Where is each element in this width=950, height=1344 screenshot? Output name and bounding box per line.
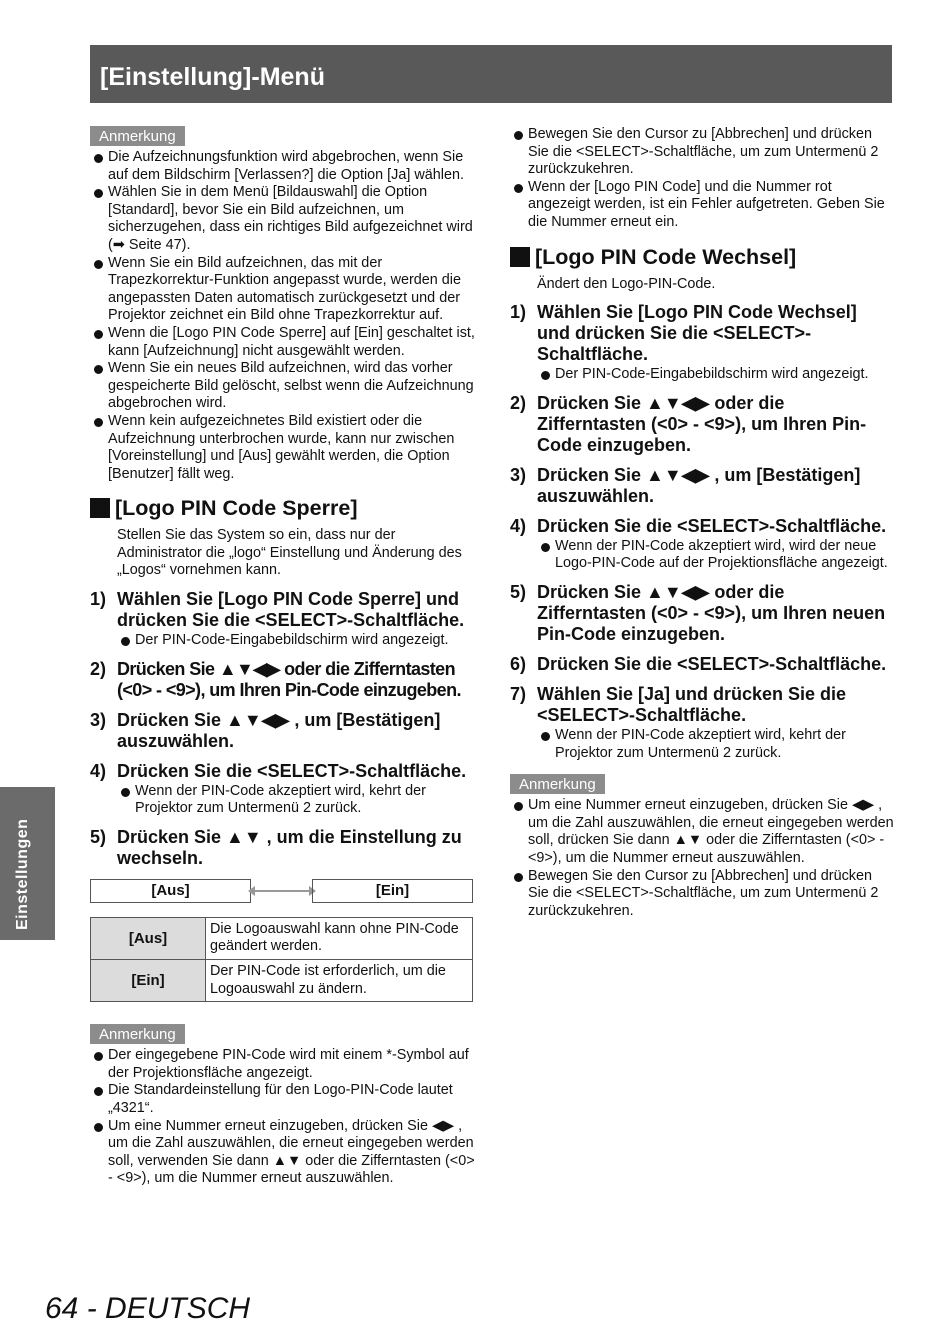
step-number: 2) (510, 392, 527, 413)
note-item: Wenn Sie ein neues Bild aufzeichnen, wird das vorher gespeicherte Bild gelöscht, selbst wenn die Aufzeichnung abgebrochen wird. (90, 360, 478, 413)
table-key: [Aus] (91, 917, 206, 959)
page-header (90, 45, 892, 103)
section-intro: Ändert den Logo-PIN-Code. (537, 275, 716, 292)
double-arrow-icon (254, 890, 310, 892)
note-block-3 (510, 774, 894, 920)
step (90, 589, 478, 650)
step-text: Drücken Sie ▲▼◀▶ oder die Zifferntasten (<0> - <9>), um Ihren Pin-Code einzugeben. (537, 392, 867, 455)
note-item: Bewegen Sie den Cursor zu [Abbrechen] und drücken Sie die <SELECT>-Schaltfläche, um zum Untermenü 2 zurückzukehren. (510, 868, 894, 921)
note-badge: Anmerkung (510, 774, 605, 794)
step-text: Wählen Sie [Logo PIN Code Sperre] und drücken Sie die <SELECT>-Schaltfläche. (117, 589, 465, 631)
step-number: 4) (90, 760, 107, 781)
step-number: 5) (90, 826, 107, 847)
step-number: 1) (90, 589, 107, 610)
right-column (510, 126, 894, 920)
table-key: [Ein] (91, 960, 206, 1002)
step (510, 302, 894, 384)
step-number: 6) (510, 653, 527, 674)
section-title-text: [Logo PIN Code Wechsel] (535, 244, 797, 269)
note-badge: Anmerkung (90, 126, 185, 146)
step-number: 1) (510, 302, 527, 323)
note-item: Um eine Nummer erneut einzugeben, drücken Sie ◀▶ , um die Zahl auszuwählen, die erneut eingegeben werden soll, verwenden Sie dann ▲▼ oder die Zifferntasten (<0> - <9>), um die Nummer erneut auszuwählen. (90, 1118, 478, 1188)
step-text: Drücken Sie ▲▼◀▶ oder die Zifferntasten (<0> - <9>), um Ihren Pin-Code einzugeben. (117, 658, 461, 700)
step (510, 465, 894, 507)
step-text: Drücken Sie die <SELECT>-Schaltfläche. (537, 515, 887, 536)
step-sub-item: Wenn der PIN-Code akzeptiert wird, wird der neue Logo-PIN-Code auf der Projektionsfläche angezeigt. (537, 538, 894, 573)
section-title-text: [Logo PIN Code Sperre] (115, 496, 358, 521)
step-text: Wählen Sie [Logo PIN Code Wechsel] und drücken Sie die <SELECT>-Schaltfläche. (537, 302, 857, 365)
note-block-2 (90, 1024, 478, 1188)
step-sub-list (537, 727, 894, 762)
step-sub-item: Wenn der PIN-Code akzeptiert wird, kehrt der Projektor zum Untermenü 2 zurück. (117, 783, 478, 818)
note-list (90, 149, 478, 483)
option-table (90, 917, 473, 1002)
note-item: Wenn Sie ein Bild aufzeichnen, das mit der Trapezkorrektur-Funktion angepasst wurde, werden die angepassten Daten automatisch zurückgesetzt und der Projektor zeichnet ein Bild ohne Trapezkorrektur auf. (90, 255, 478, 325)
step-number: 5) (510, 581, 527, 602)
step (510, 516, 894, 573)
table-row (91, 960, 473, 1002)
table-value: Die Logoauswahl kann ohne PIN-Code geändert werden. (206, 917, 473, 959)
step (510, 393, 894, 456)
left-column (90, 126, 478, 1188)
step (90, 710, 478, 752)
note-item: Die Aufzeichnungsfunktion wird abgebrochen, wenn Sie auf dem Bildschirm [Verlassen?] die Option [Ja] wählen. (90, 149, 478, 184)
side-tab-label: Einstellungen (14, 818, 31, 930)
step-text: Drücken Sie ▲▼◀▶ , um [Bestätigen] auszuwählen. (537, 464, 861, 506)
step-text: Drücken Sie ▲▼◀▶ oder die Zifferntasten (<0> - <9>), um Ihren neuen Pin-Code einzugeben. (537, 581, 886, 644)
note-item: Um eine Nummer erneut einzugeben, drücken Sie ◀▶ , um die Zahl auszuwählen, die erneut eingegeben werden soll, drücken Sie dann ▲▼ oder die Zifferntasten (<0> - <9>), um die Nummer erneut auszuwählen. (510, 797, 894, 867)
note-badge: Anmerkung (90, 1024, 185, 1044)
step-sub-list (117, 632, 478, 650)
setting-toggle-diagram (90, 879, 478, 903)
note-item: Wenn der [Logo PIN Code] und die Nummer rot angezeigt werden, ist ein Fehler aufgetreten. Geben Sie die Nummer erneut ein. (510, 179, 894, 232)
continued-note-list (510, 126, 894, 232)
note-block-1 (90, 126, 478, 483)
table-row (91, 917, 473, 959)
step-sub-item: Der PIN-Code-Eingabebildschirm wird angezeigt. (117, 632, 478, 650)
chapter-side-tab (0, 787, 55, 940)
square-bullet-icon (510, 247, 530, 267)
note-item: Bewegen Sie den Cursor zu [Abbrechen] und drücken Sie die <SELECT>-Schaltfläche, um zum Untermenü 2 zurückzukehren. (510, 126, 894, 179)
note-item: Wenn kein aufgezeichnetes Bild existiert oder die Aufzeichnung unterbrochen wurde, kann nur zwischen [Voreinstellung] und [Aus] gewählt werden, die Option [Benutzer] fällt weg. (90, 413, 478, 483)
step (90, 827, 478, 869)
note-item: Die Standardeinstellung für den Logo-PIN-Code lautet „4321“. (90, 1082, 478, 1117)
step-text: Drücken Sie die <SELECT>-Schaltfläche. (117, 760, 467, 781)
step (510, 654, 894, 675)
step-number: 7) (510, 683, 527, 704)
step-sub-list (537, 366, 894, 384)
step-text: Drücken Sie die <SELECT>-Schaltfläche. (537, 653, 887, 674)
step-sub-item: Wenn der PIN-Code akzeptiert wird, kehrt der Projektor zum Untermenü 2 zurück. (537, 727, 894, 762)
note-item: Wenn die [Logo PIN Code Sperre] auf [Ein] geschaltet ist, kann [Aufzeichnung] nicht ausgewählt werden. (90, 325, 478, 360)
step-number: 3) (510, 464, 527, 485)
note-item: Der eingegebene PIN-Code wird mit einem *-Symbol auf der Projektionsfläche angezeigt. (90, 1047, 478, 1082)
step-number: 4) (510, 515, 527, 536)
section-title (90, 495, 478, 521)
step-number: 2) (90, 658, 107, 679)
toggle-option-ein: [Ein] (312, 879, 473, 903)
step (510, 582, 894, 645)
section-intro: Stellen Sie das System so ein, dass nur der Administrator die „logo“ Einstellung und Änderung des „Logos“ vornehmen kann. (117, 527, 462, 579)
step-text: Drücken Sie ▲▼ , um die Einstellung zu wechseln. (117, 826, 462, 868)
section-title (510, 244, 894, 270)
square-bullet-icon (90, 498, 110, 518)
note-item: Wählen Sie in dem Menü [Bildauswahl] die Option [Standard], bevor Sie ein Bild aufzeichnen, um sicherzugehen, dass ein richtiges Bild aufgezeichnet wird (➡ Seite 47). (90, 184, 478, 254)
toggle-option-aus: [Aus] (90, 879, 251, 903)
page-title: [Einstellung]-Menü (100, 63, 325, 91)
step-text: Wählen Sie [Ja] und drücken Sie die <SELECT>-Schaltfläche. (537, 683, 847, 725)
step-sub-list (117, 783, 478, 818)
step (510, 684, 894, 762)
step-sub-item: Der PIN-Code-Eingabebildschirm wird angezeigt. (537, 366, 894, 384)
page-number: 64 - DEUTSCH (45, 1292, 251, 1325)
step-text: Drücken Sie ▲▼◀▶ , um [Bestätigen] auszuwählen. (117, 709, 441, 751)
step (90, 761, 478, 818)
table-value: Der PIN-Code ist erforderlich, um die Logoauswahl zu ändern. (206, 960, 473, 1002)
note-list (90, 1047, 478, 1188)
note-list (510, 797, 894, 920)
step-number: 3) (90, 709, 107, 730)
step-sub-list (537, 538, 894, 573)
step (90, 659, 478, 701)
